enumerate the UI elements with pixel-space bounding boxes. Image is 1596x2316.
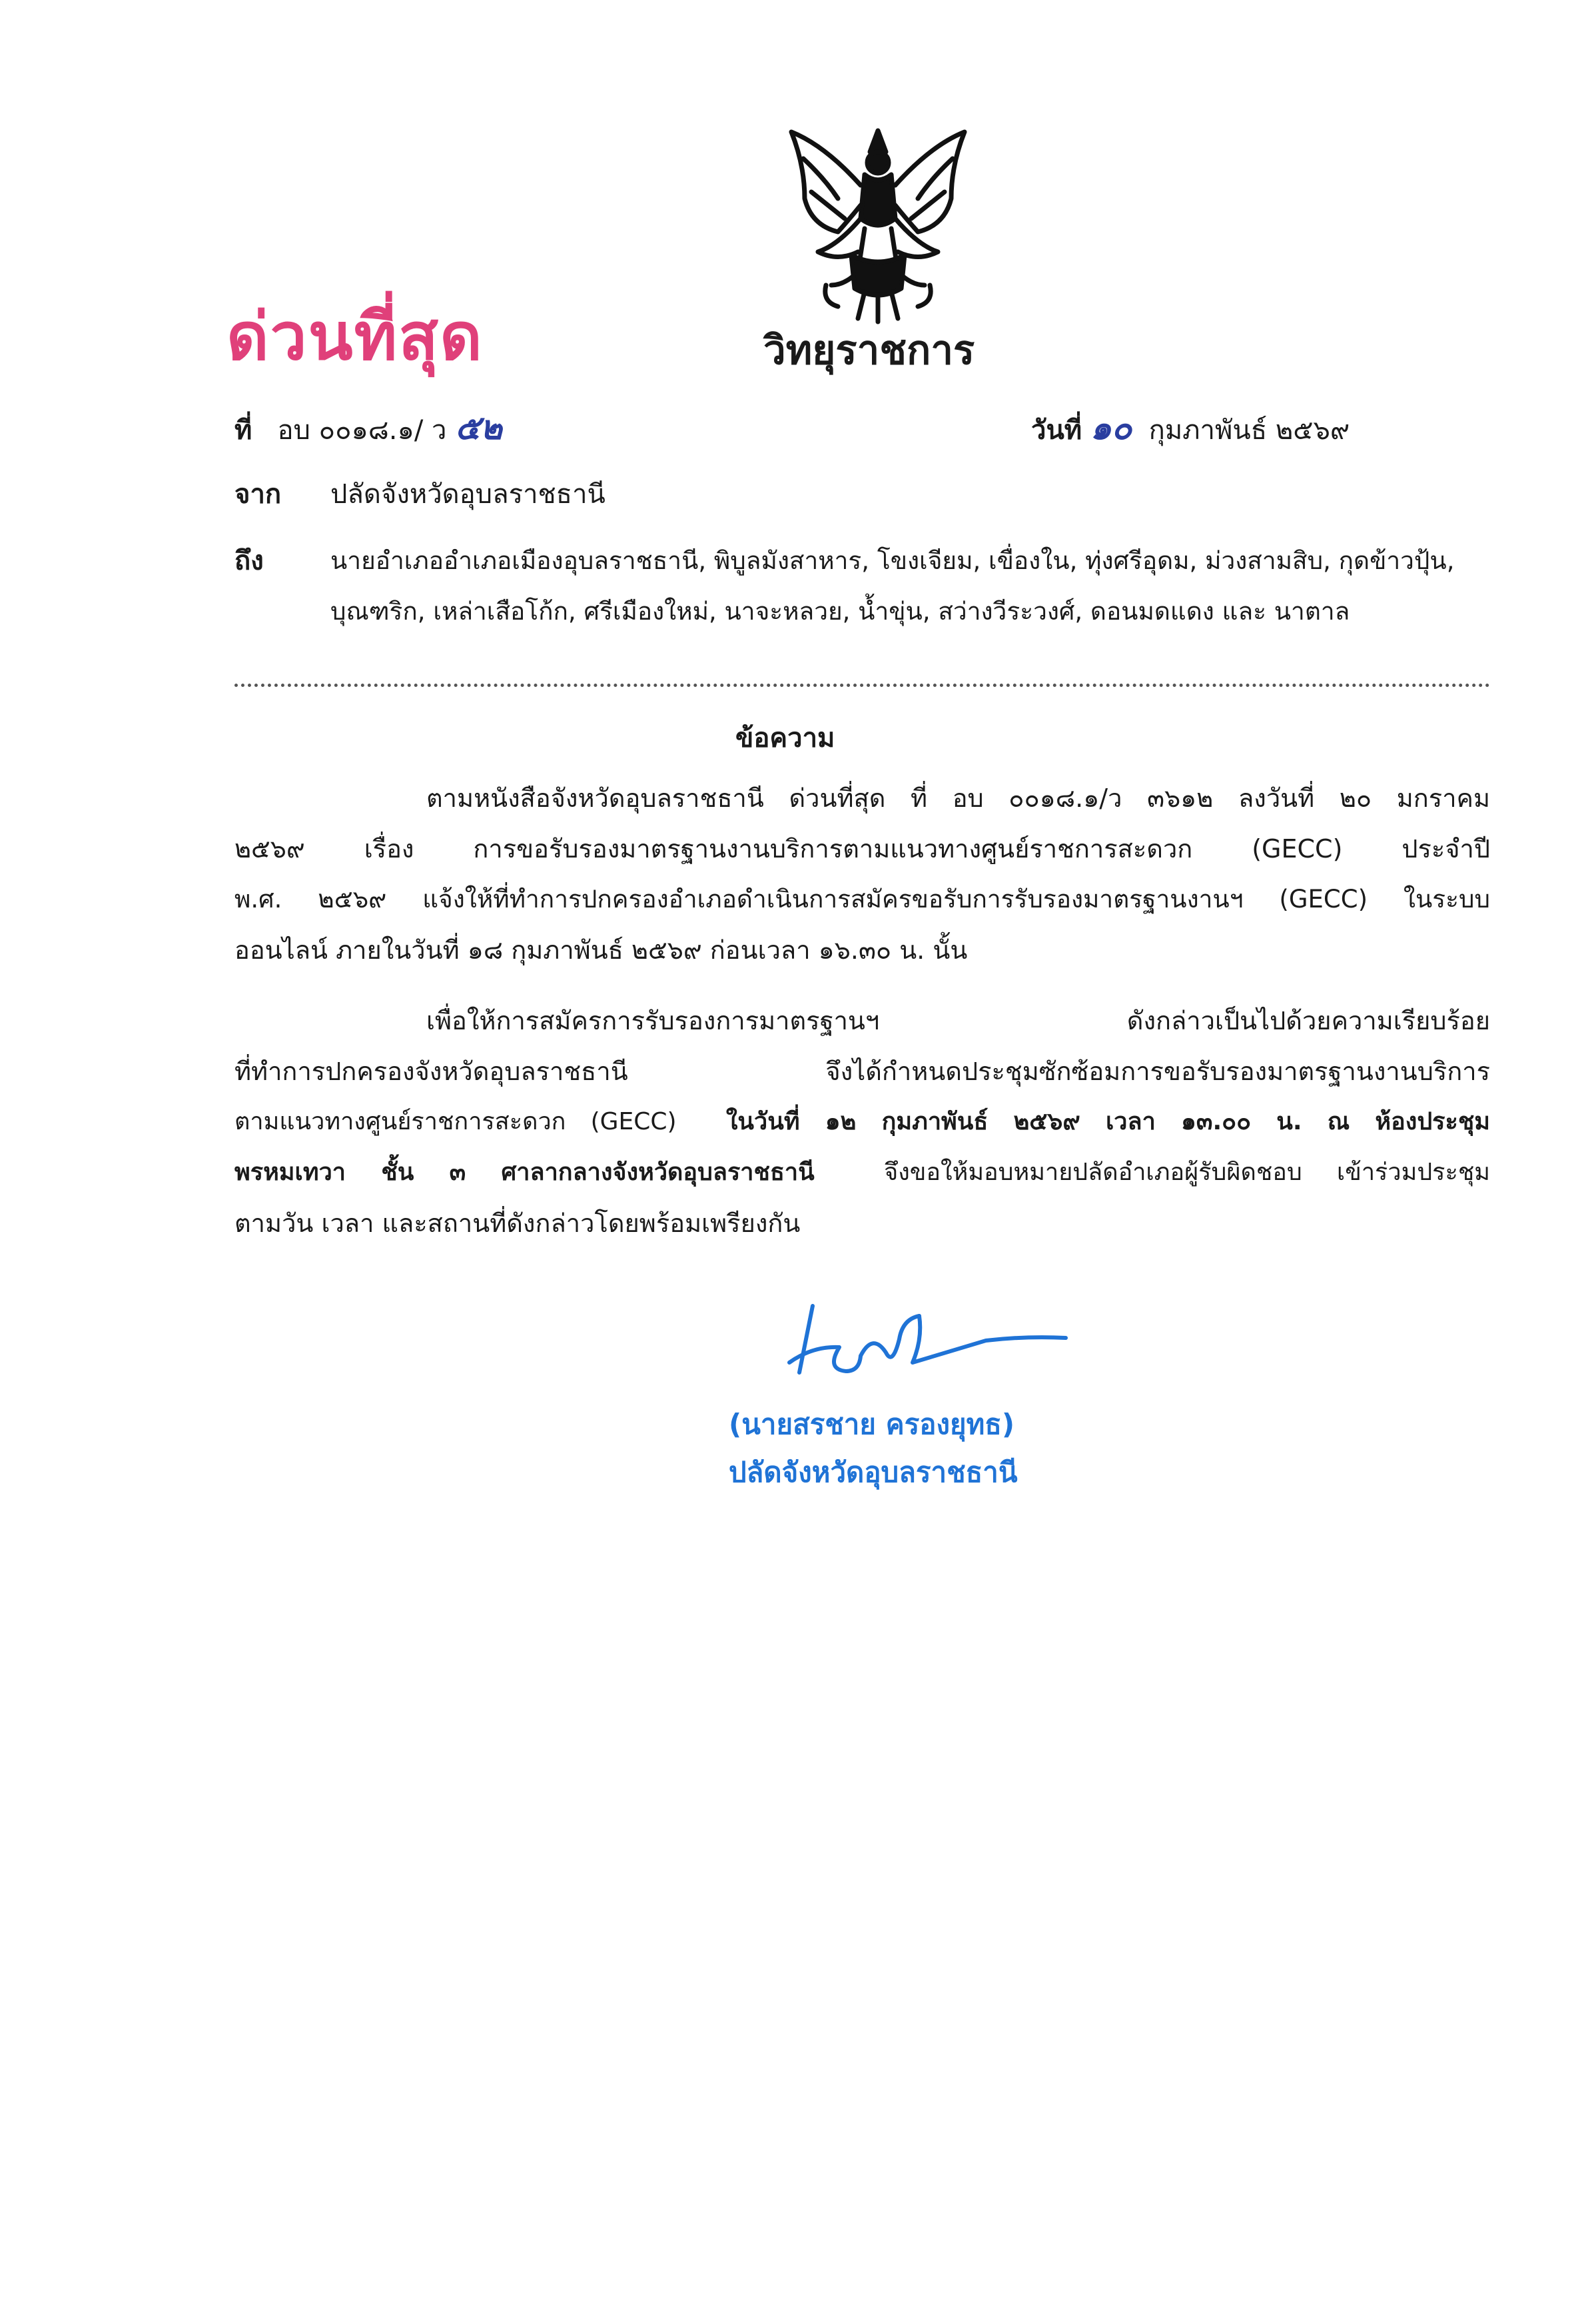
paragraph-2-line-2: ที่ทำการปกครองจังหวัดอุบลราชธานี จึงได้กำหนดประชุมซักซ้อมการขอรับรองมาตรฐานงานบริการ [234, 1057, 1490, 1086]
date-day-handwritten: ๑๐ [1090, 408, 1132, 447]
separator-dotted-line [234, 684, 1490, 687]
garuda-emblem-icon [765, 119, 991, 325]
paragraph-2-meeting-place: พรหมเทวา ชั้น ๓ ศาลากลางจังหวัดอุบลราชธานี [234, 1159, 815, 1186]
document-date [1031, 409, 1350, 449]
document-type-title: วิทยุราชการ [763, 327, 975, 374]
to-recipients-line-1: นายอำเภออำเภอเมืองอุบลราชธานี, พิบูลมังสาหาร, โขงเจียม, เขื่องใน, ทุ่งศรีอุดม, ม่วงสามสิบ, กุดข้าวปุ้น, [330, 546, 1455, 575]
paragraph-2-line-5: ตามวัน เวลา และสถานที่ดังกล่าวโดยพร้อมเพรียงกัน [234, 1209, 801, 1238]
paragraph-1-line-2: ๒๕๖๙ เรื่อง การขอรับรองมาตรฐานงานบริการตามแนวทางศูนย์ราชการสะดวก (GECC) ประจำปี [234, 834, 1490, 864]
from-value: ปลัดจังหวัดอุบลราชธานี [330, 479, 605, 510]
date-label: วันที่ [1031, 415, 1082, 446]
urgency-stamp: ด่วนที่สุด [226, 299, 484, 375]
date-month-year: กุมภาพันธ์ ๒๕๖๙ [1148, 415, 1350, 446]
number-handwritten: ๕๒ [455, 408, 503, 447]
paragraph-2-meeting-datetime: ในวันที่ ๑๒ กุมภาพันธ์ ๒๕๖๙ เวลา ๑๓.๐๐ น. ณ ห้องประชุม [725, 1108, 1490, 1135]
signatory-name: (นายสรชาย ครองยุทธ) [729, 1408, 1015, 1441]
handwritten-signature-icon [786, 1299, 1079, 1386]
paragraph-2-line-4-normal: จึงขอให้มอบหมายปลัดอำเภอผู้รับผิดชอบ เข้าร่วมประชุม [884, 1159, 1490, 1186]
to-label: ถึง [234, 546, 264, 576]
paragraph-1-line-1: ตามหนังสือจังหวัดอุบลราชธานี ด่วนที่สุด ที่ อบ ๐๐๑๘.๑/ว ๓๖๑๒ ลงวันที่ ๒๐ มกราคม [426, 784, 1490, 813]
message-heading: ข้อความ [735, 723, 835, 754]
document-number [234, 409, 502, 449]
paragraph-2-line-1: เพื่อให้การสมัครการรับรองการมาตรฐานฯ ดังกล่าวเป็นไปด้วยความเรียบร้อย [426, 1006, 1490, 1035]
to-recipients-line-2: บุณฑริก, เหล่าเสือโก้ก, ศรีเมืองใหม่, นาจะหลวย, น้ำขุ่น, สว่างวีระวงศ์, ดอนมดแดง และ นาตาล [330, 597, 1350, 626]
paragraph-1-line-3: พ.ศ. ๒๕๖๙ แจ้งให้ที่ทำการปกครองอำเภอดำเนินการสมัครขอรับการรับรองมาตรฐานงานฯ (GECC) ในระบบ [234, 885, 1490, 913]
signatory-title: ปลัดจังหวัดอุบลราชธานี [729, 1456, 1018, 1488]
number-label: ที่ [234, 415, 252, 446]
number-prefix: อบ ๐๐๑๘.๑/ ว [277, 415, 447, 446]
paragraph-1-line-4: ออนไลน์ ภายในวันที่ ๑๘ กุมภาพันธ์ ๒๕๖๙ ก่อนเวลา ๑๖.๓๐ น. นั้น [234, 935, 968, 965]
from-label: จาก [234, 479, 282, 510]
paragraph-2-line-4 [234, 1147, 1490, 1198]
paragraph-2-line-3-normal: ตามแนวทางศูนย์ราชการสะดวก (GECC) [234, 1108, 677, 1135]
paragraph-2-line-3 [234, 1097, 1490, 1147]
